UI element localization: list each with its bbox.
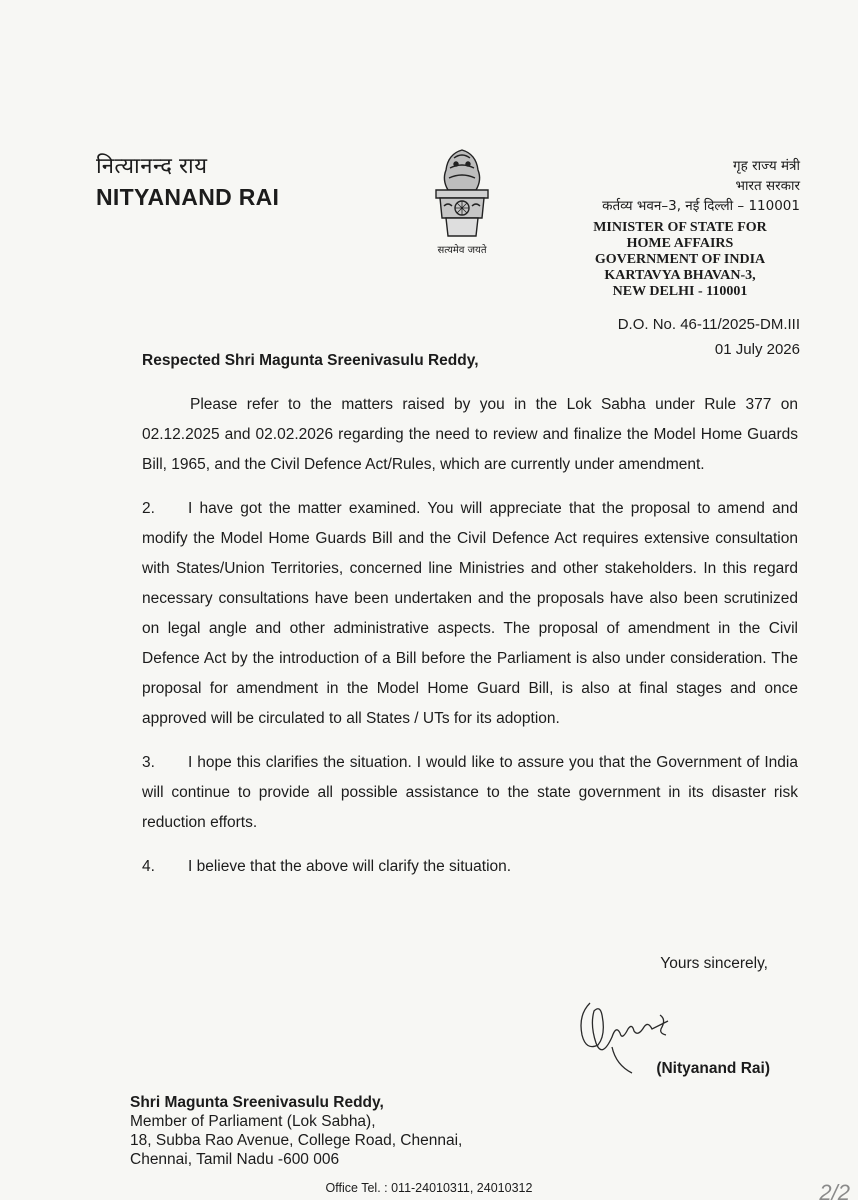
paragraph-text: I believe that the above will clarify the situation.: [188, 858, 512, 875]
office-english-line-5: NEW DELHI - 110001: [612, 284, 748, 299]
do-number: D.O. No. 46-11/2025-DM.III: [617, 316, 800, 333]
lion-capital-icon: [416, 140, 508, 244]
page-number: 2/2: [819, 1180, 850, 1200]
paragraph-number: 4.: [142, 858, 155, 875]
closing: Yours sincerely,: [660, 955, 768, 972]
addressee-line-2: 18, Subba Rao Avenue, College Road, Chennai,: [130, 1132, 463, 1149]
paragraph-text: I have got the matter examined. You will appreciate that the proposal to amend and modify the Model Home Guards Bill and the Civil Defence Act requires extensive consultation with States/Union Territories, concerned line Ministries and other stakeholders. In this regard necessary consultations have been undertaken and the proposals have also been scrutinized on legal angle and other administrative aspects. The proposal of amendment in the Civil Defence Act by the introduction of a Bill before the Parliament is also under consideration. The proposal for amendment in the Model Home Guard Bill, is also at final stages and once approved will be circulated to all States / UTs for its adoption.: [142, 500, 798, 727]
salutation: Respected Shri Magunta Sreenivasulu Reddy,: [142, 352, 479, 369]
paragraph-text: Please refer to the matters raised by you in the Lok Sabha under Rule 377 on 02.12.2025 and 02.02.2026 regarding the need to review and finalize the Model Home Guards Bill, 1965, and the Civil Defence Act/Rules, which are currently under amendment.: [142, 396, 798, 473]
paragraph-3: [142, 748, 798, 838]
paragraph-number: 3.: [142, 754, 155, 771]
addressee-line-1: Member of Parliament (Lok Sabha),: [130, 1113, 376, 1130]
letterhead-office: [520, 156, 800, 358]
paragraph-1: [142, 390, 798, 480]
office-english-line-4: KARTAVYA BHAVAN-3,: [604, 268, 756, 283]
letterhead-name: [96, 150, 279, 211]
office-english-line-1: MINISTER OF STATE FOR: [593, 220, 767, 235]
office-english-line-3: GOVERNMENT OF INDIA: [594, 252, 766, 267]
paragraph-text: I hope this clarifies the situation. I would like to assure you that the Government of India will continue to provide all possible assistance to the state government in its disaster risk reduction efforts.: [142, 754, 798, 831]
letter-body: [142, 390, 798, 896]
letter-date: 01 July 2026: [714, 341, 800, 358]
office-english-block: [520, 220, 800, 300]
national-emblem: [416, 140, 508, 260]
office-hindi-line-1: गृह राज्य मंत्री: [733, 158, 800, 174]
name-english: NITYANAND RAI: [96, 184, 280, 210]
addressee-name: Shri Magunta Sreenivasulu Reddy,: [130, 1094, 384, 1111]
name-hindi: नित्यानन्द राय: [96, 153, 208, 178]
emblem-motto: सत्यमेव जयते: [437, 245, 487, 256]
office-english-line-2: HOME AFFAIRS: [626, 236, 734, 251]
addressee-line-3: Chennai, Tamil Nadu -600 006: [130, 1151, 340, 1168]
addressee-block: [130, 1093, 462, 1169]
office-hindi-line-3: कर्तव्य भवन–3, नई दिल्ली – 110001: [602, 198, 800, 214]
paragraph-2: [142, 494, 798, 734]
paragraph-4: [142, 852, 798, 882]
signatory-name: (Nityanand Rai): [656, 1060, 770, 1077]
office-hindi-line-2: भारत सरकार: [735, 178, 800, 194]
office-telephone: Office Tel. : 011-24010311, 24010312: [325, 1181, 533, 1195]
paragraph-number: 2.: [142, 500, 155, 517]
